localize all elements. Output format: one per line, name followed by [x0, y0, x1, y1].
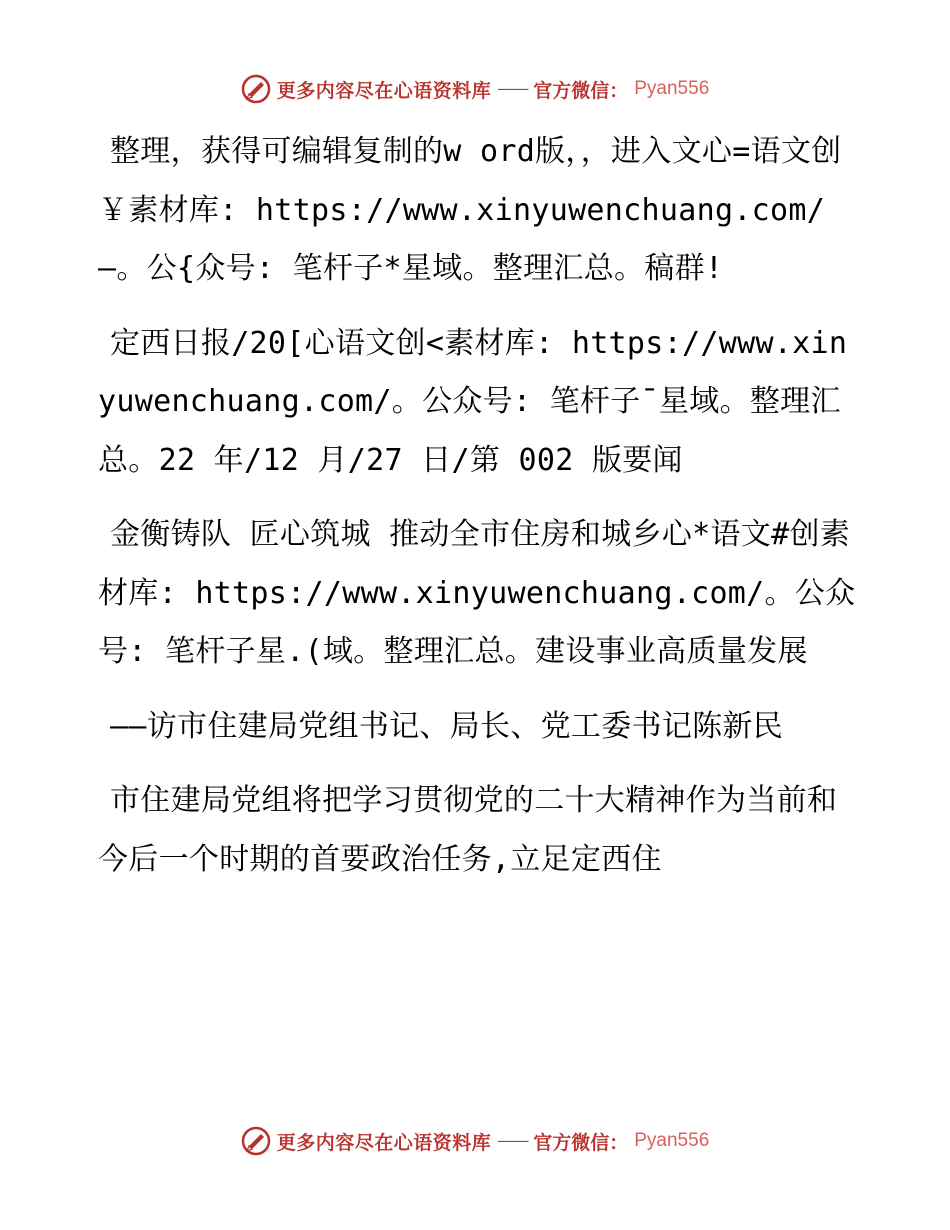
- footer-banner-text: 更多内容尽在心语资料库: [276, 1131, 492, 1154]
- paragraph-intro: 整理，获得可编辑复制的w ord版，，进入文心=语文创￥素材库: https://www.xinyuwenchuang.com/—。公{众号: 笔杆子*星域。整理汇总。稿群!: [98, 134, 842, 286]
- header-banner-official: 官方微信：: [533, 79, 629, 102]
- footer-banner-dash: ——: [497, 1131, 528, 1151]
- footer-banner: [0, 1124, 950, 1158]
- paragraph-headline: 金衡铸队 匠心筑城 推动全市住房和城乡心*语文#创素材库: https://www.xinyuwenchuang.com/。公众号: 笔杆子星.(域。整理汇总。建设事业高质量发展: [98, 517, 856, 669]
- header-banner-dash: ——: [497, 79, 528, 99]
- pen-logo-icon: [241, 1126, 271, 1156]
- header-banner: [0, 72, 950, 106]
- pen-logo-icon: [241, 74, 271, 104]
- paragraph-subheadline: ——访市住建局党组书记、局长、党工委书记陈新民: [110, 708, 784, 744]
- document-body: [98, 123, 858, 905]
- header-banner-text: 更多内容尽在心语资料库: [276, 79, 492, 102]
- footer-banner-official: 官方微信：: [533, 1131, 629, 1154]
- paragraph-source: 定西日报/20[心语文创<素材库: https://www.xinyuwenchuang.com/。公众号: 笔杆子¯星域。整理汇总。22 年/12 月/27 日/第 002 版要闻: [98, 325, 848, 478]
- paragraph-body: 市住建局党组将把学习贯彻党的二十大精神作为当前和今后一个时期的首要政治任务,立足定西住: [98, 783, 838, 877]
- header-banner-id: Pyan556: [634, 78, 710, 99]
- footer-banner-id: Pyan556: [634, 1130, 710, 1151]
